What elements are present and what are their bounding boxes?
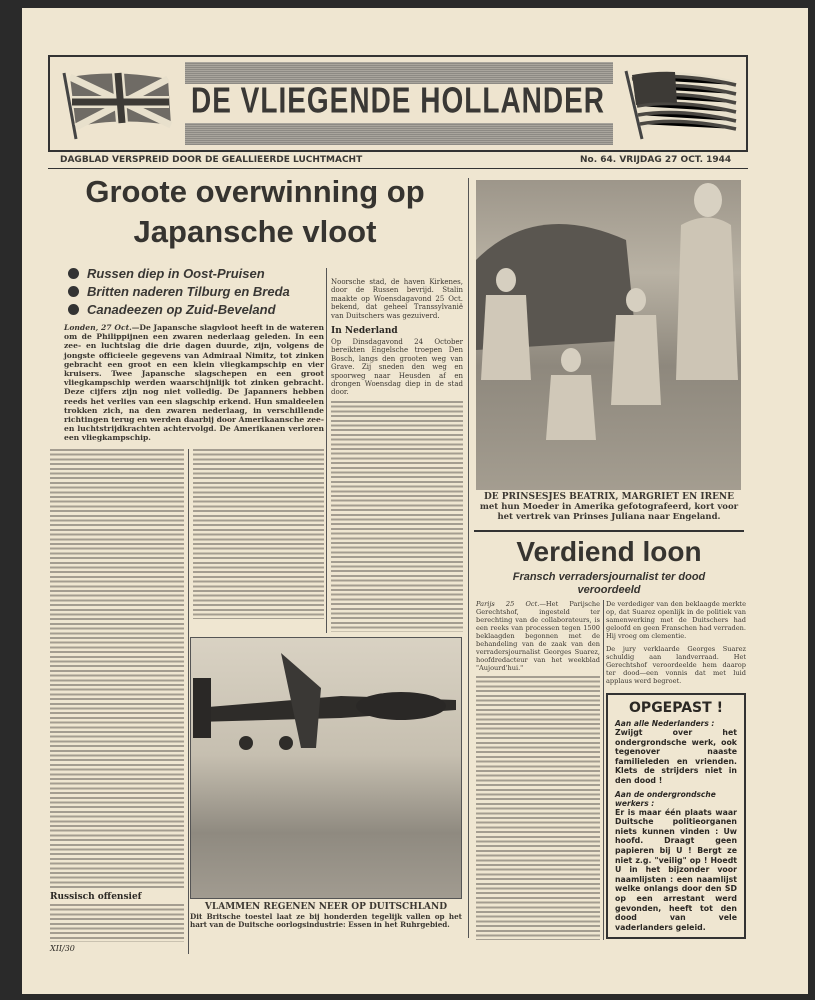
divider xyxy=(474,530,744,532)
masthead-bar-bottom xyxy=(185,123,613,145)
princesses-caption-title: DE PRINSESJES BEATRIX, MARGRIET EN IRENE xyxy=(483,492,735,502)
verdiend-text-body: —Het Parijsche Gerechtshof, ingesteld ter berechting van de collaborateurs, is een reeks van processen tegen 1500 beklaagden begonnen met de behandeling van de zaak van den verradersjournalist Georges Suarez, hoofdredacteur van het weekblad "Aujourd'hui." xyxy=(476,600,600,672)
lead-paragraph xyxy=(64,323,324,443)
column-3-text xyxy=(331,401,463,632)
union-jack-flag-icon xyxy=(56,67,176,142)
opgepast-text-1: Zwijgt over het ondergrondsche werk, ook tegenover naaste familieleden en vrienden. Klets de strijders niet in den dood ! xyxy=(615,728,737,785)
bomber-caption-text: Dit Britsche toestel laat ze bij honderden tegelijk vallen op het hart van de Duitsche oorlogsindustrie: Essen in het Ruhrgebied. xyxy=(190,912,462,930)
lead-headline xyxy=(45,172,465,252)
verdiend-verdict: De jury verklaarde Georges Suarez schuldig aan landverraad. Het Gerechtshof veroordeelde hem daarop ter dood—een vonnis dat met luid applaus werd begroet. xyxy=(606,645,746,685)
bullet: Russen diep in Oost-Pruisen xyxy=(68,265,324,282)
masthead-title: DE VLIEGENDE HOLLANDER xyxy=(190,80,606,121)
in-nederland-text: Op Dinsdagavond 24 October bereikten Engelsche troepen Den Bosch, langs den grooten weg van Grave. Zij sneden den weg en spoorweg naar Heusden af en drongen Woensdag diep in de stad door. xyxy=(331,338,463,397)
lead-headline-line-2: Japansche vloot xyxy=(133,214,377,249)
opgepast-heading-1: Aan alle Nederlanders : xyxy=(615,719,715,728)
verdiend-text xyxy=(476,600,600,672)
column-rule xyxy=(326,268,327,633)
us-flag-icon xyxy=(620,67,740,142)
verdiend-headline: Verdiend loon xyxy=(516,536,702,567)
column-rule xyxy=(188,449,189,954)
bomber-plane-icon xyxy=(191,638,461,768)
divider xyxy=(48,168,748,169)
column-1-text xyxy=(50,449,184,888)
column-rule xyxy=(468,178,469,938)
column-rule xyxy=(603,600,604,940)
footer-mark: XII/30 xyxy=(50,944,75,953)
bomber-caption xyxy=(190,902,462,930)
column-3-intro: Noorsche stad, de haven Kirkenes, door de Russen bevrijd. Stalin maakte op Woensdagavond 25 Oct. bekend, dat geheel Transsylvanië van Duitschers was gezuiverd. xyxy=(331,278,463,320)
lead-dateline: Londen, 27 Oct. xyxy=(64,323,132,332)
column-1-end-text xyxy=(50,904,184,942)
verdiend-left-column xyxy=(476,600,600,940)
issue-date: No. 64. VRIJDAG 27 OCT. 1944 xyxy=(580,155,732,165)
russisch-offensief-heading: Russisch offensief xyxy=(50,892,142,902)
column-2-text xyxy=(193,449,324,619)
lead-headline-line-1: Groote overwinning op xyxy=(85,174,425,209)
verdiend-right-column xyxy=(606,600,746,939)
opgepast-box xyxy=(606,693,746,939)
princesses-photo xyxy=(476,180,741,490)
bullet: Canadeezen op Zuid-Beveland xyxy=(68,301,324,318)
opgepast-text-2: Er is maar één plaats waar Duitsche politieorganen niets kunnen vinden : Uw hoofd. Draagt geen papieren bij U ! Bergt ze niet z.g. "veilig" op ! Hoedt U in het bijzonder voor naamlijsten : een naamlijst welke onlangs door den SD op een arrestant werd gevonden, heeft tot den dood van vele vaderlanders geleid. xyxy=(615,807,737,932)
in-nederland-heading: In Nederland xyxy=(331,326,398,337)
family-figures-icon xyxy=(476,180,741,490)
verdiend-right-text: De verdediger van den beklaagde merkte op, dat Suarez openlijk in de politiek van samenwerking met de Duitschers had geloofd en geen Franschen had verraden. Hij vroeg om clementie. xyxy=(606,600,746,640)
lead-bullets xyxy=(68,264,324,319)
tagline: DAGBLAD VERSPREID DOOR DE GEALLIEERDE LUCHTMACHT xyxy=(60,155,363,165)
verdiend-column-text xyxy=(476,676,600,940)
princesses-caption-text: met hun Moeder in Amerika gefotografeerd, kort voor het vertrek van Prinses Juliana naar Engeland. xyxy=(479,502,739,522)
masthead xyxy=(48,55,748,152)
bomber-caption-title: VLAMMEN REGENEN NEER OP DUITSCHLAND xyxy=(204,902,448,912)
bullet: Britten naderen Tilburg en Breda xyxy=(68,283,324,300)
opgepast-heading-2: Aan de ondergrondsche werkers : xyxy=(615,789,716,808)
column-3 xyxy=(331,278,463,632)
bomber-photo xyxy=(190,637,462,899)
lead-text: —De Japansche slagvloot heeft in de wateren om de Philippijnen een zwaren nederlaag geleden. In een zee- en luchtslag die drie dagen duurde, zijn, volgens de jongste officieele gegevens van Admiraal Nimitz, tot zinken gebracht een groot en een klein vliegkampschip en vier kruisers. Twee Japansche slagschepen en een groot vliegkampschip werden waarschijnlijk tot zinken gebracht. Deze cijfers zijn nog niet volledig. De Japanners hebben reeds het verlies van een slagschip erkend. Hun smaldeelen trokken zich, na den zwaren nederlaag, in verschillende richtingen terug en werden daarbij door Amerikaansche zee- en luchtstrijdkrachten achtervolgd. De Amerikanen verloren een vliegkampschip. xyxy=(64,323,324,443)
princesses-caption xyxy=(474,492,744,522)
column-1 xyxy=(50,449,184,954)
verdiend-dateline: Parijs 25 Oct. xyxy=(476,600,540,608)
verdiend-subheadline: Fransch verradersjournalist ter dood veroordeeld xyxy=(512,571,706,596)
opgepast-title: OPGEPAST ! xyxy=(629,700,723,716)
